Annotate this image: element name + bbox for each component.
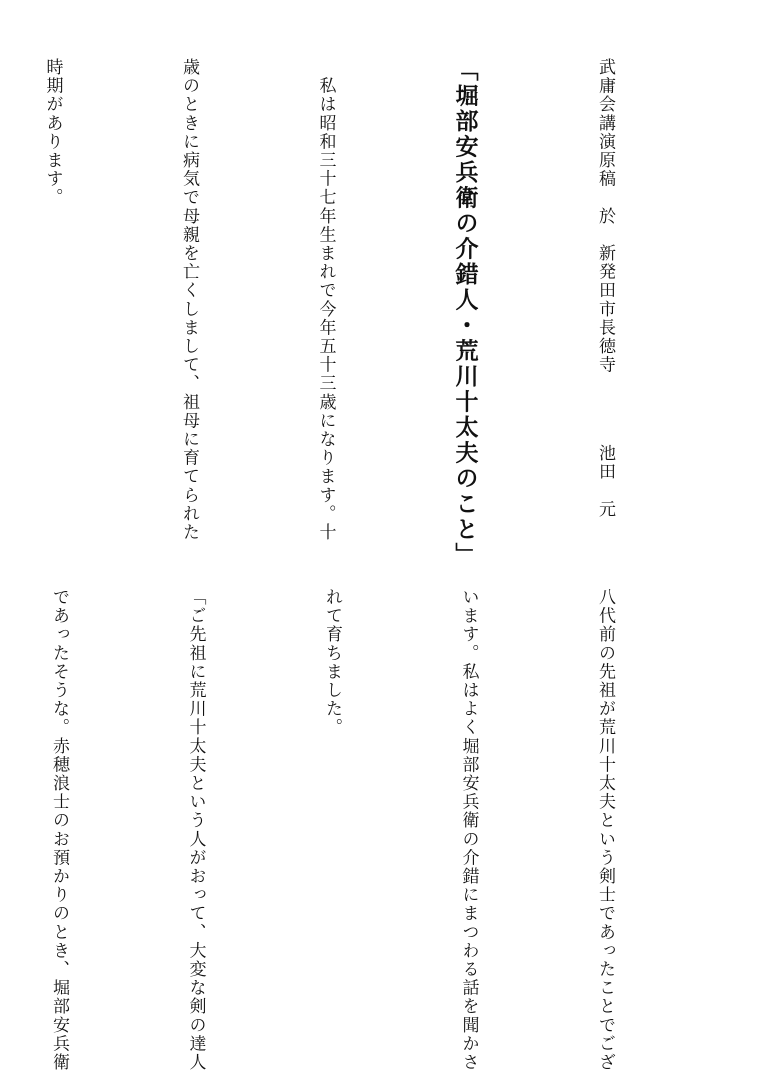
- document-title: 「堀部安兵衛の介錯人・荒川十太夫のこと」: [451, 58, 479, 568]
- text-column: 私は昭和三十七年生まれで今年五十三歳になります。十: [315, 58, 336, 542]
- text-column: 時期があります。: [42, 58, 63, 207]
- text-column: れて育ちました。: [322, 588, 342, 737]
- text-column: 「ご先祖に荒川十太夫という人がおって、大変な剣の達人: [185, 588, 206, 1072]
- meta-left: 武庸会講演原稿: [595, 58, 615, 189]
- text-column: 八代前の先祖が荒川十太夫という剣士であったことでござ: [595, 588, 615, 1072]
- upper-text-block: [0, 58, 718, 568]
- header-line: [582, 58, 628, 518]
- meta-place: 新発田市長徳寺: [595, 244, 615, 375]
- text-column: います。私はよく堀部安兵衛の介錯にまつわる話を聞かさ: [458, 588, 479, 1072]
- author-name: 池田 元: [595, 443, 615, 518]
- text-column: 歳のときに病気で母親を亡くしまして、祖母に育てられた: [179, 58, 199, 542]
- text-column: であったそうな。赤穂浪士のお預かりのとき、堀部安兵衛: [49, 588, 69, 1072]
- meta-at: 於: [595, 206, 615, 226]
- lower-text-block: [0, 588, 718, 1072]
- header-meta: [582, 58, 628, 374]
